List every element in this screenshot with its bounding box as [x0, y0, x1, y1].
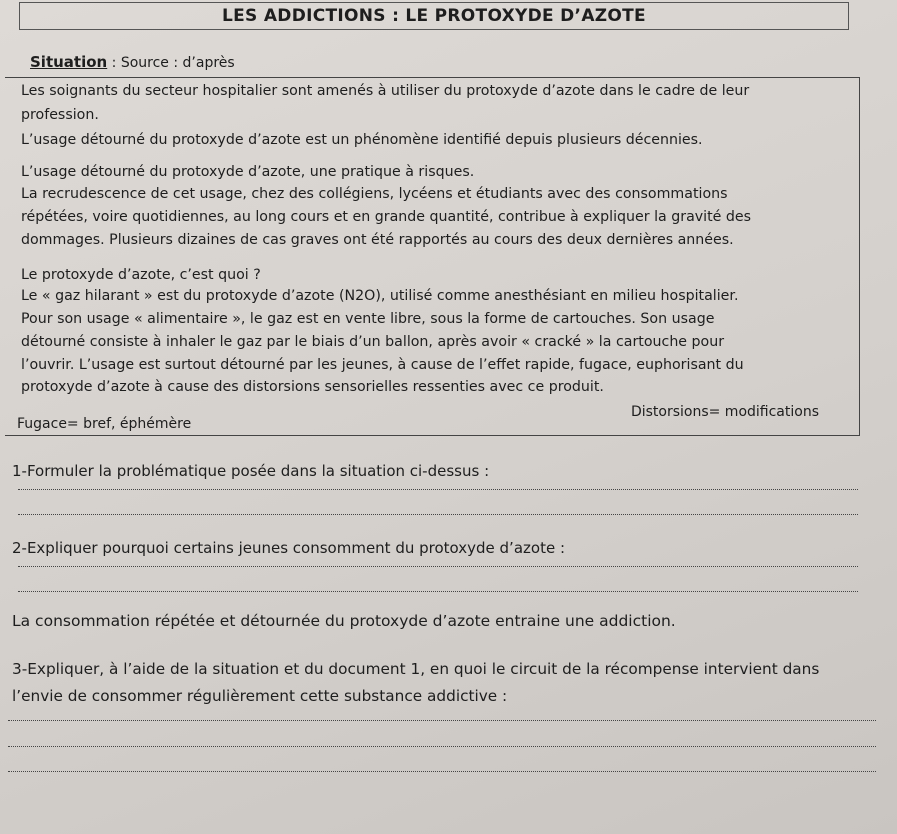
- question-3-line-2: l’envie de consommer régulièrement cette substance addictive :: [12, 687, 508, 705]
- paragraph-line: répétées, voire quotidiennes, au long cours et en grande quantité, contribue à expliquer la gravité des: [21, 209, 752, 225]
- paragraph-line: détourné consiste à inhaler le gaz par le biais d’un ballon, après avoir « cracké » la cartouche pour: [21, 334, 725, 350]
- glossary-distorsions: Distorsions= modifications: [630, 404, 819, 420]
- question-1: 1-Formuler la problématique posée dans la situation ci-dessus :: [12, 462, 490, 480]
- answer-line[interactable]: [8, 720, 876, 721]
- subheading-risks: L’usage détourné du protoxyde d’azote, une pratique à risques.: [21, 164, 475, 180]
- paragraph-line: La recrudescence de cet usage, chez des collégiens, lycéens et étudiants avec des consommations: [21, 186, 728, 202]
- paragraph-line: l’ouvrir. L’usage est surtout détourné par les jeunes, à cause de l’effet rapide, fugace, euphorisant du: [21, 357, 744, 373]
- situation-heading: [30, 53, 235, 71]
- answer-line[interactable]: [8, 771, 876, 772]
- worksheet-title: LES ADDICTIONS : LE PROTOXYDE D’AZOTE: [19, 2, 849, 30]
- paragraph-line: Les soignants du secteur hospitalier sont amenés à utiliser du protoxyde d’azote dans le cadre de leur: [21, 83, 750, 99]
- paragraph-line: protoxyde d’azote à cause des distorsions sensorielles ressenties avec ce produit.: [21, 379, 604, 395]
- answer-line[interactable]: [18, 489, 858, 490]
- paragraph-line: dommages. Plusieurs dizaines de cas graves ont été rapportés au cours des deux dernières années.: [21, 232, 734, 248]
- subheading-what-is-it: Le protoxyde d’azote, c’est quoi ?: [21, 267, 261, 283]
- situation-label: Situation: [30, 53, 108, 71]
- statement-addiction: La consommation répétée et détournée du protoxyde d’azote entraine une addiction.: [12, 612, 676, 630]
- question-3-line-1: 3-Expliquer, à l’aide de la situation et du document 1, en quoi le circuit de la récompense intervient dans: [12, 660, 820, 678]
- situation-source: : Source : d’après: [111, 55, 235, 71]
- glossary-fugace: Fugace= bref, éphémère: [17, 416, 192, 432]
- paragraph-line: Le « gaz hilarant » est du protoxyde d’azote (N2O), utilisé comme anesthésiant en milieu hospitalier.: [21, 288, 739, 304]
- paragraph-line: L’usage détourné du protoxyde d’azote est un phénomène identifié depuis plusieurs décennies.: [21, 132, 703, 148]
- answer-line[interactable]: [18, 566, 858, 567]
- question-2: 2-Expliquer pourquoi certains jeunes consomment du protoxyde d’azote :: [12, 539, 566, 557]
- paragraph-line: profession.: [21, 107, 99, 123]
- situation-text-box: [5, 77, 860, 436]
- answer-line[interactable]: [8, 746, 876, 747]
- paragraph-line: Pour son usage « alimentaire », le gaz est en vente libre, sous la forme de cartouches. Son usage: [21, 311, 715, 327]
- answer-line[interactable]: [18, 591, 858, 592]
- answer-line[interactable]: [18, 514, 858, 515]
